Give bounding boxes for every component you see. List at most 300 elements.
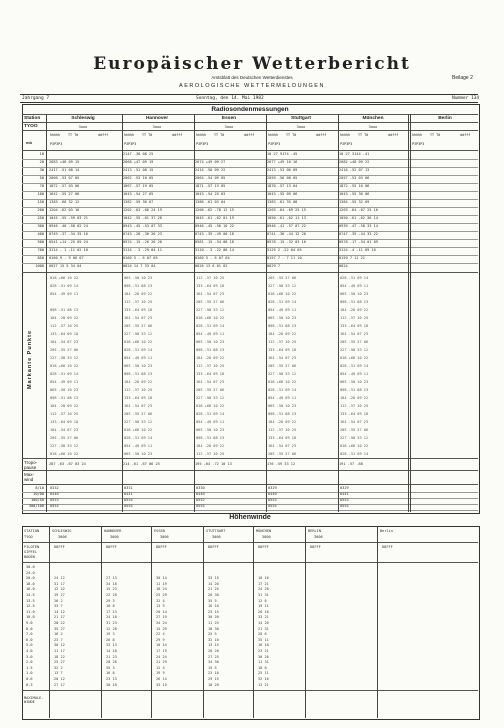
markante-cell: 227 -58 33 12 <box>50 444 79 448</box>
hw-wind-cell: 27 19 <box>156 615 167 620</box>
km-level: 14.5 <box>26 593 35 597</box>
tropo-cell: 195 -64 -72 10 13 <box>195 462 232 466</box>
hw-wind-cell: 29 15 <box>208 677 219 681</box>
hw-wind-cell: 14 26 <box>258 621 269 625</box>
data-cell: 3124 -4 -11 09 16 <box>339 248 376 252</box>
markante-cell: 104 -28 09 22 <box>124 292 153 296</box>
station-time: 3ooo <box>152 125 162 129</box>
markante-cell: 205 -55 27 06 <box>50 348 79 352</box>
km-level: 11.0 <box>26 609 35 614</box>
hw-wind-cell: 29 9 <box>156 637 165 642</box>
data-cell: 1045 -55 -59 03 21 <box>49 216 88 220</box>
hw-wind-cell: 25 5 <box>208 632 217 637</box>
markante-cell: 018 +66 10 22 <box>50 276 79 280</box>
code-tt: TT Td <box>142 133 153 137</box>
jahrgang-label: Jahrgang 7 <box>22 96 50 101</box>
data-cell: 1643 -54 27 05 <box>123 192 154 196</box>
markante-cell: 018 +66 10 22 <box>50 452 79 456</box>
data-cell: 2064 -54 09 05 <box>195 176 226 180</box>
data-cell: 0541 +14 -25 05 24 <box>49 240 88 244</box>
wind-level: 100/50 <box>31 498 44 502</box>
hw-wind-cell: 10 14 <box>156 643 167 648</box>
km-level: 6.0 <box>26 637 33 642</box>
km-level: 24.0 <box>26 570 35 575</box>
markante-cell: 098 -51 08 13 <box>50 308 79 312</box>
wind-cell: 0441 <box>124 492 133 496</box>
markante-cell: 227 -58 33 12 <box>268 372 297 376</box>
hw-wind-cell: 31 31 <box>258 593 269 597</box>
data-cell: 1202 -63 -66 24 19 <box>123 208 162 212</box>
wind-cell: 0329 <box>340 486 349 490</box>
markante-cell: 054 -49 09 11 <box>268 396 297 400</box>
markante-cell: 098 -51 08 13 <box>196 436 225 440</box>
hw-wind-cell: 14 12 <box>54 609 65 614</box>
data-cell: 0581 -15 -34 08 18 <box>195 240 234 244</box>
data-cell: 1871 -57 13 05 <box>195 184 226 188</box>
hw-ddfff: DDFFF <box>258 545 269 549</box>
data-cell: 2060 -53 07 05 <box>49 176 80 180</box>
markante-cell: 018 +66 10 22 <box>340 356 369 360</box>
pressure-level: 500 <box>37 240 44 244</box>
markante-cell: 104 -28 09 22 <box>340 396 369 400</box>
markante-cell: 018 +66 10 22 <box>196 404 225 408</box>
km-level: 18.0 <box>26 581 35 586</box>
pressure-level: 20 <box>39 160 44 164</box>
km-level: 9.0 <box>26 621 33 625</box>
data-cell: 0160 9 - 9 06 07 <box>49 256 84 260</box>
data-cell: 1867 -57 19 05 <box>123 184 154 188</box>
pressure-level: 30 <box>39 168 44 172</box>
code-pppp: P3P3P3 <box>50 142 63 146</box>
km-level: 1.5 <box>26 665 33 670</box>
station-name: Schleswig <box>71 116 95 121</box>
hw-wind-cell: 19 27 <box>54 593 65 597</box>
hw-wind-cell: 30 12 <box>54 643 65 648</box>
header-rule-bottom <box>20 102 478 103</box>
data-cell: 1045 -61 -62 01 19 <box>195 216 234 220</box>
markante-cell: 227 -58 33 12 <box>340 348 369 352</box>
hw-wind-cell: 16 2 <box>54 632 63 637</box>
data-cell: 2414 -50 09 22 <box>195 168 226 172</box>
data-cell: 2147 -38 08 25 <box>123 152 154 156</box>
markante-cell: 112 -57 10 25 <box>124 388 153 392</box>
markante-cell: 164 -54 07 23 <box>124 404 153 408</box>
column-divider <box>194 114 195 512</box>
data-cell: 1384 -55 32 09 <box>339 200 370 204</box>
markante-cell: 133 -64 09 18 <box>268 348 297 352</box>
hw-ddfff: DDFFF <box>156 545 167 549</box>
hw-wind-cell: 18 6 <box>258 665 267 670</box>
markante-cell: 018 +66 10 22 <box>124 340 153 344</box>
km-level: 1.0 <box>26 671 33 676</box>
markante-cell: 112 -57 10 25 <box>124 300 153 304</box>
hw-station-name: Berlin <box>380 529 393 533</box>
hw-column-divider <box>101 526 102 718</box>
station-name: München <box>362 116 384 121</box>
tropo-cell: 287 -63 -67 03 24 <box>49 462 86 466</box>
data-cell: 2416 -52 07 13 <box>339 168 370 172</box>
markante-cell: 205 -55 27 06 <box>196 388 225 392</box>
hw-wind-cell: 33 19 <box>156 682 167 687</box>
hw-wind-cell: 13 7 <box>54 671 63 676</box>
markante-cell: 104 -28 09 22 <box>196 356 225 360</box>
tropopause-label: Tropo-pause <box>24 460 38 470</box>
markante-cell: 133 -64 09 18 <box>340 412 369 416</box>
wind-cell: 0554 <box>50 504 59 508</box>
wind-cell: 0553 <box>340 498 349 502</box>
code-ddfff: ddfff <box>460 133 471 137</box>
markante-cell: 205 -55 27 06 <box>340 428 369 432</box>
wind-cell: 0555 <box>124 504 133 508</box>
data-cell: 0743 -35 -49 00 18 <box>195 232 234 236</box>
wind-cell: 0331 <box>124 486 133 490</box>
wind-cell: 0441 <box>340 492 349 496</box>
hw-wind-cell: 22 28 <box>106 593 117 597</box>
wind-cell: 0329 <box>268 486 277 490</box>
markante-cell: 028 -51 09 14 <box>196 324 225 328</box>
hw-wind-cell: 21 23 <box>106 654 117 659</box>
data-cell: 2668 +47 09 19 <box>123 160 154 164</box>
data-cell: 0741 -36 -44 12 20 <box>267 232 306 236</box>
markante-cell: 164 -54 07 23 <box>196 292 225 296</box>
data-cell: 2059 -56 08 05 <box>267 176 298 180</box>
hw-wind-cell: 20 20 <box>208 649 219 653</box>
wind-cell: 0553 <box>50 498 59 502</box>
data-cell: 1872 -55 10 06 <box>339 184 370 188</box>
data-cell: 2057 -53 03 06 <box>339 176 370 180</box>
data-cell: 0027 15 5 34 04 <box>49 264 82 268</box>
markante-cell: 054 -49 09 11 <box>124 444 153 448</box>
hw-wind-cell: 12 6 <box>258 598 267 603</box>
data-cell: 0160 5 - 6 07 04 <box>195 256 230 260</box>
markante-cell: 028 -51 09 14 <box>340 276 369 280</box>
markante-cell: 133 -64 09 18 <box>50 332 79 336</box>
markante-cell: 164 -54 07 23 <box>50 340 79 344</box>
hw-wind-cell: 33 13 <box>106 643 117 648</box>
markante-cell: 112 -57 10 25 <box>196 452 225 456</box>
data-cell: 0578 -15 -32 03 16 <box>267 240 306 244</box>
hw-column-divider <box>253 526 254 718</box>
km-level: 16.0 <box>26 587 35 592</box>
hw-wind-cell: 32 16 <box>258 677 269 681</box>
markante-cell: 112 -57 10 25 <box>196 276 225 280</box>
wind-cell: 0554 <box>268 504 277 508</box>
tropo-cell: 191 -57 -68 <box>339 462 363 466</box>
hw-wind-cell: 25 29 <box>156 593 167 597</box>
hw-column-divider <box>377 526 378 718</box>
hw-wind-cell: 11 31 <box>258 660 269 665</box>
data-cell: 3125 2 -22 04 05 <box>267 248 302 252</box>
markante-cell: 227 -58 33 12 <box>340 436 369 440</box>
markante-cell: 098 -51 08 13 <box>340 300 369 304</box>
hw-gipfel-label: GIPFEL <box>24 550 37 554</box>
markante-cell: 205 -55 27 06 <box>50 436 79 440</box>
hw-wind-cell: 21 17 <box>54 615 65 620</box>
wind-level: 10/00 <box>33 492 44 496</box>
data-cell: 0029 7 <box>267 264 280 268</box>
hw-ddfff: DDFFF <box>208 545 219 549</box>
data-cell: 1382 -59 36 07 <box>123 200 154 204</box>
markante-cell: 164 -54 07 23 <box>50 428 79 432</box>
code-tt: TT Td <box>430 133 441 137</box>
radiosonde-table <box>22 104 480 514</box>
hoehenwinde-title: Höhenwinde <box>229 514 271 521</box>
hw-column-divider <box>151 526 152 718</box>
markante-cell: 018 +66 10 22 <box>124 428 153 432</box>
markante-cell: 054 -49 09 11 <box>50 380 79 384</box>
pressure-level: 400 <box>37 232 44 236</box>
data-cell: 1206 -62 -78 12 15 <box>195 208 234 212</box>
hw-ddfff: DDFFF <box>310 545 321 549</box>
markante-cell: 104 -28 09 22 <box>124 380 153 384</box>
hw-station-label: STATION <box>24 529 40 533</box>
code-ddfff: ddfff <box>244 133 255 137</box>
markante-cell: 028 -51 09 14 <box>50 284 79 288</box>
code-ddfff: ddfff <box>388 133 399 137</box>
pressure-level: 100 <box>37 192 44 196</box>
data-cell: 3114 - 1 -11 02 18 <box>49 248 88 252</box>
code-hhhhh: hhhhh <box>340 133 351 137</box>
markante-cell: 028 -51 09 14 <box>340 452 369 456</box>
code-tt: TT Td <box>286 133 297 137</box>
page-subtitle: Amtsblatt des Deutschen Wetterdienstes <box>211 75 293 80</box>
km-level: 20.0 <box>26 576 35 581</box>
hw-wind-cell: 32 2 <box>54 665 63 670</box>
pressure-level: 10 <box>39 152 44 156</box>
hw-wind-cell: 28 30 <box>208 593 219 597</box>
data-cell: 2062 -53 10 05 <box>123 176 154 180</box>
km-level: 0.3 <box>26 682 33 687</box>
hw-wind-cell: 30 20 <box>208 615 219 620</box>
markante-cell: 028 -51 09 14 <box>268 300 297 304</box>
hw-wind-cell: 27 13 <box>106 576 117 581</box>
markante-cell: 164 -54 07 23 <box>340 420 369 424</box>
data-cell: 1050 -61 -62 11 13 <box>267 216 306 220</box>
markante-cell: 065 -50 10 23 <box>124 364 153 368</box>
markante-cell: 065 -50 10 23 <box>50 388 79 392</box>
hw-station-name: STUTTGART <box>206 529 226 533</box>
markante-cell: 104 -28 09 22 <box>50 404 79 408</box>
data-cell: 0157 7 - 7 11 10 <box>267 256 302 260</box>
data-cell: 10 27 9174 -45 <box>267 152 298 156</box>
data-cell: 1204 -62 03 16 <box>49 208 80 212</box>
hw-wind-cell: 10 8 <box>106 604 115 609</box>
code-pppp: P3P3P3 <box>268 142 281 146</box>
data-cell: 1203 -64 -67 25 16 <box>339 208 378 212</box>
code-hhhhh: hhhhh <box>268 133 279 137</box>
km-level: 4.0 <box>26 649 33 653</box>
pressure-level: 300 <box>37 224 44 228</box>
km-level: 2.0 <box>26 660 33 665</box>
wind-level: 8/10 <box>35 486 44 490</box>
hw-wind-cell: 23 7 <box>54 637 63 642</box>
km-level: 0.6 <box>26 677 33 681</box>
code-hhhhh: hhhhh <box>412 133 423 137</box>
hw-wind-cell: 35 3 <box>106 665 115 670</box>
code-pppp: P3P3P3 <box>340 142 353 146</box>
header-rule-top <box>20 94 478 95</box>
hw-wind-cell: 31 29 <box>156 660 167 665</box>
hw-wind-cell: 26 2 <box>54 598 63 603</box>
wind-cell: 0440 <box>50 492 59 496</box>
markante-cell: 065 -50 10 23 <box>124 276 153 280</box>
station-name: Essen <box>221 116 237 121</box>
data-cell: 0578 -17 -34 01 09 <box>339 240 378 244</box>
markante-cell: 227 -58 33 12 <box>196 308 225 312</box>
km-level: 7.0 <box>26 632 33 637</box>
markante-cell: 133 -64 09 18 <box>196 372 225 376</box>
markante-cell: 028 -51 09 14 <box>268 388 297 392</box>
hw-wind-cell: 13 21 <box>258 682 269 687</box>
markante-cell: 054 -49 09 11 <box>196 420 225 424</box>
markante-cell: 205 -55 27 06 <box>124 324 153 328</box>
data-cell: 2683 +48 09 15 <box>49 160 80 164</box>
data-cell: 1643 -55 09 06 <box>267 192 298 196</box>
hw-wind-cell: 12 22 <box>54 587 65 592</box>
hw-boden-label: BODEN <box>24 555 35 559</box>
markante-cell: 065 -50 10 23 <box>196 340 225 344</box>
hw-wind-cell: 12 4 <box>156 665 165 670</box>
data-cell: 3114 - 3 -29 04 11 <box>123 248 162 252</box>
markante-cell: 054 -49 09 11 <box>340 372 369 376</box>
markante-cell: 018 +66 10 22 <box>196 316 225 320</box>
hw-wind-cell: 16 16 <box>258 643 269 648</box>
hw-column-divider <box>49 526 50 718</box>
data-cell: 0749 -37 -34 35 16 <box>49 232 88 236</box>
station-name: Hannover <box>145 116 169 121</box>
markante-cell: 227 -58 33 12 <box>124 420 153 424</box>
hw-wind-cell: 16 10 <box>208 604 219 609</box>
hw-wind-cell: 23 13 <box>106 677 117 681</box>
markante-cell: 164 -54 07 23 <box>340 332 369 336</box>
pressure-level: 1000 <box>35 264 44 268</box>
hw-wind-cell: 11 17 <box>54 649 65 653</box>
markante-cell: 227 -58 33 12 <box>124 332 153 336</box>
markante-cell: 098 -51 08 13 <box>268 324 297 328</box>
wind-cell: 0330 <box>196 486 205 490</box>
wind-cell: 0440 <box>196 492 205 496</box>
markante-cell: 133 -64 09 18 <box>124 308 153 312</box>
data-cell: 0939 -47 -58 33 14 <box>339 224 378 228</box>
code-pppp: P3P3P3 <box>124 142 137 146</box>
markante-cell: 205 -55 27 06 <box>268 364 297 368</box>
pressure-level: 700 <box>37 248 44 252</box>
hw-wind-cell: 29 3 <box>106 598 115 603</box>
hw-station-name: HANNOVER <box>104 529 122 533</box>
code-tt: TT Td <box>358 133 369 137</box>
wind-cell: 0440 <box>268 492 277 496</box>
markante-cell: 133 -64 09 18 <box>340 324 369 328</box>
markante-cell: 164 -54 07 23 <box>268 444 297 448</box>
markante-cell: 028 -51 09 14 <box>124 348 153 352</box>
hw-wind-cell: 22 4 <box>156 632 165 637</box>
hw-wind-cell: 35 11 <box>258 637 269 642</box>
hw-wind-cell: 26 16 <box>258 609 269 614</box>
hw-station-name: SCHLESWIG <box>52 529 72 533</box>
beilage-label: Beilage 2 <box>452 75 473 81</box>
radiosonde-title: Radiosondenmessungen <box>211 106 289 113</box>
hw-wind-cell: 23 15 <box>208 609 219 614</box>
hw-wind-cell: 33 7 <box>54 604 63 609</box>
markante-cell: 164 -54 07 23 <box>124 316 153 320</box>
data-cell: 0574 -15 -26 26 20 <box>123 240 162 244</box>
hw-wind-cell: 18 30 <box>208 626 219 631</box>
hw-wind-cell: 11 25 <box>208 621 219 625</box>
data-cell: 1642 -55 27 06 <box>49 192 80 196</box>
km-level: 8.0 <box>26 626 33 631</box>
wind-level: 300/100 <box>28 504 44 508</box>
station-name: Berlin <box>438 116 452 121</box>
hw-wind-cell: 25 27 <box>54 660 65 665</box>
hw-wind-cell: 18 24 <box>156 587 167 592</box>
markante-cell: 028 -51 09 14 <box>50 372 79 376</box>
hw-wind-cell: 14 18 <box>106 649 117 653</box>
data-cell: 0943 -45 -53 07 33 <box>123 224 162 228</box>
tropo-cell: 176 -59 33 12 <box>267 462 296 466</box>
hw-wind-cell: 15 29 <box>156 626 167 631</box>
column-divider <box>408 114 409 512</box>
station-time: 3ooo <box>368 125 378 129</box>
issue-number: Nummer 134 <box>452 96 480 101</box>
markante-cell: 018 +66 10 22 <box>50 364 79 368</box>
station-time: 3ooo <box>296 125 306 129</box>
hw-station-name: BERLIN <box>308 529 321 533</box>
hw-wind-cell: 34 18 <box>106 581 117 586</box>
markante-cell: 054 -49 09 11 <box>196 332 225 336</box>
page-subtitle-section: AEROLOGISCHE WETTERMELDUNGEN <box>179 83 325 89</box>
km-level: 10.0 <box>26 615 35 620</box>
hw-wind-cell: 17 13 <box>106 609 117 614</box>
data-cell: 1386 -61 03 04 <box>195 200 226 204</box>
column-divider <box>410 114 411 512</box>
markante-cell: 098 -51 08 13 <box>124 372 153 376</box>
hw-wind-cell: 17 21 <box>258 581 269 586</box>
pressure-level: 70 <box>39 184 44 188</box>
wind-cell: 0555 <box>340 504 349 508</box>
hw-wind-cell: 11 19 <box>156 581 167 586</box>
hw-wind-cell: 19 11 <box>258 604 269 609</box>
markante-cell: 104 -28 09 22 <box>196 444 225 448</box>
hw-wind-cell: 33 21 <box>258 615 269 620</box>
hw-ddfff: DDFFF <box>106 545 117 549</box>
markante-cell: 205 -55 27 06 <box>268 452 297 456</box>
hw-wind-cell: 35 5 <box>208 598 217 603</box>
hw-wind-cell: 28 22 <box>54 621 65 625</box>
markante-cell: 133 -64 09 18 <box>268 436 297 440</box>
markante-cell: 104 -28 09 22 <box>268 332 297 336</box>
hw-wind-cell: 32 10 <box>208 637 219 642</box>
markante-cell: 112 -57 10 25 <box>50 412 79 416</box>
data-cell: 1050 -61 -62 36 14 <box>339 216 378 220</box>
markante-cell: 028 -51 09 14 <box>196 412 225 416</box>
hw-wind-cell: 13 15 <box>208 643 219 648</box>
hw-wind-cell: 15 23 <box>106 587 117 592</box>
data-cell: 3110 - 3 -22 08 14 <box>195 248 234 252</box>
hw-wind-cell: 30 14 <box>156 576 167 581</box>
mb-label: mb <box>26 140 32 145</box>
km-level: 12.5 <box>26 604 35 609</box>
hw-wind-cell: 27 17 <box>54 682 65 687</box>
hw-wind-cell: 31 17 <box>54 581 65 586</box>
markante-cell: 112 -57 10 25 <box>268 340 297 344</box>
hw-wind-cell: 24 12 <box>54 576 65 581</box>
data-cell: 1872 -57 03 06 <box>49 184 80 188</box>
hw-wind-cell: 32 4 <box>156 598 165 603</box>
hw-wind-cell: 30 18 <box>106 682 117 687</box>
data-cell: 1383 -60 32 12 <box>49 200 80 204</box>
hw-wind-cell: 14 20 <box>208 581 219 586</box>
markante-cell: 028 -51 09 14 <box>124 436 153 440</box>
